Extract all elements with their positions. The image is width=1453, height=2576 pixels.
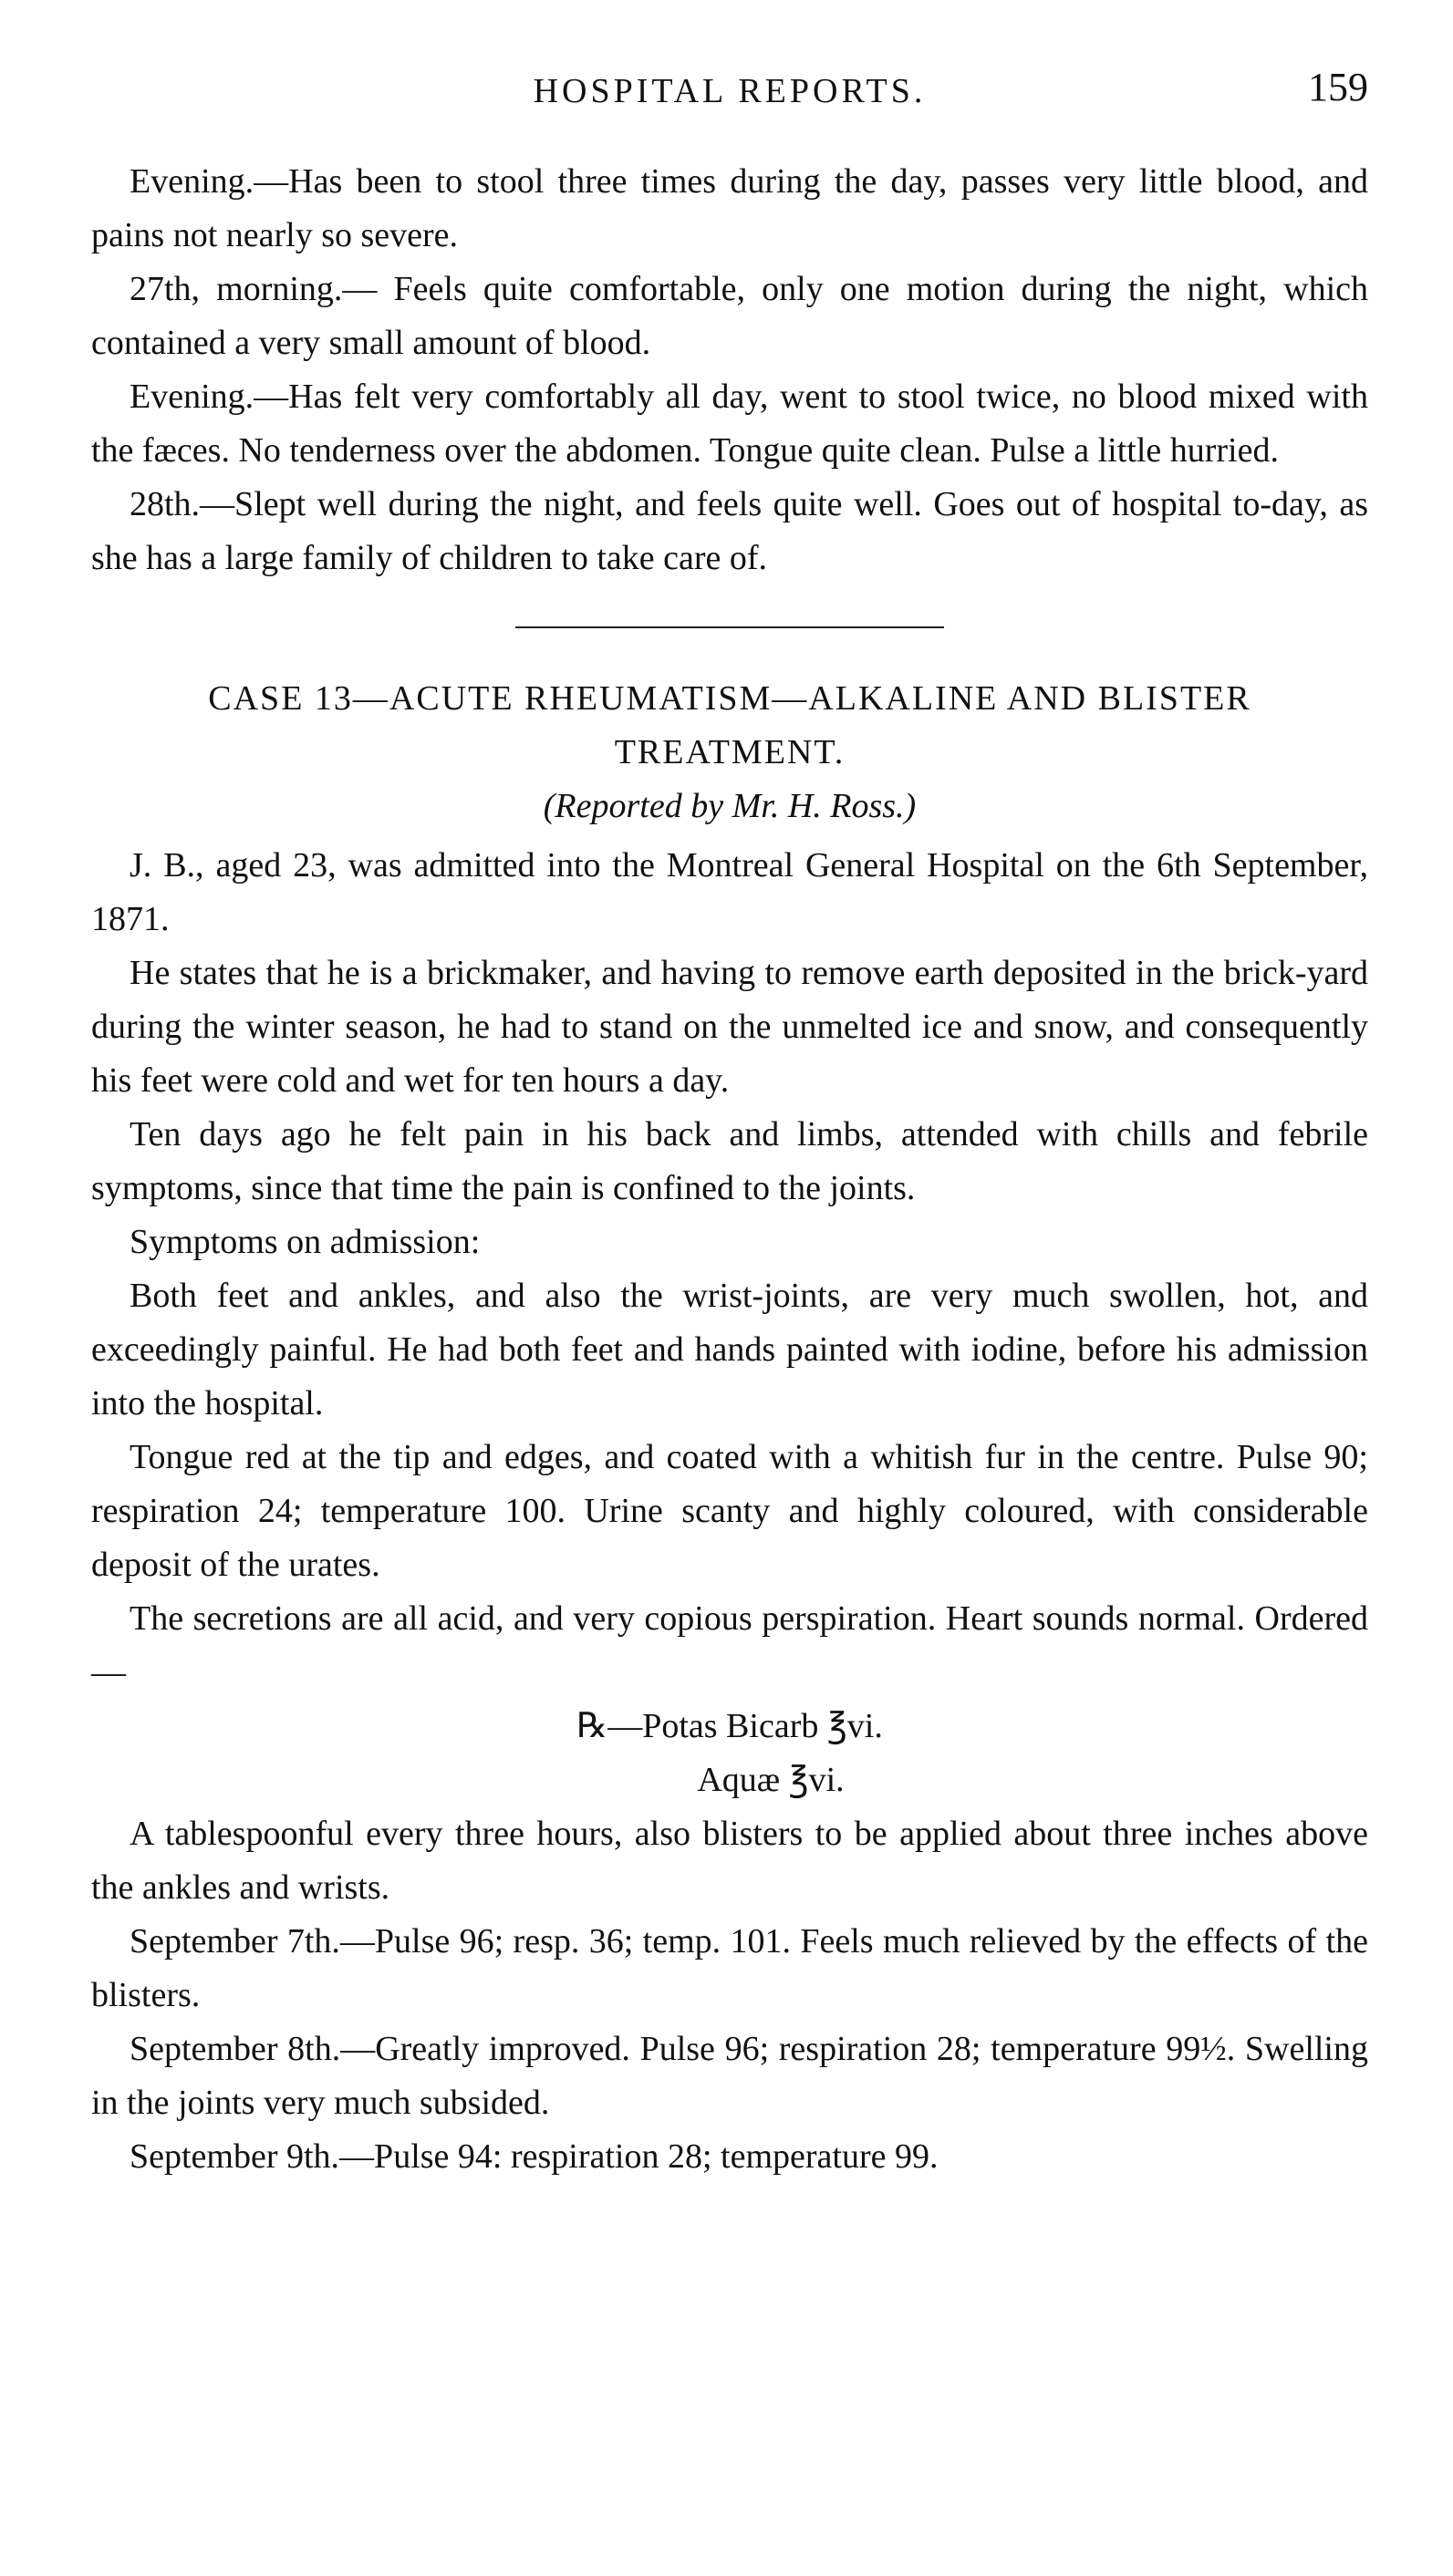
prescription-line: ℞—Potas Bicarb ℥vi.: [576, 1707, 883, 1745]
paragraph: September 9th.—Pulse 94: respiration 28; temperature 99.: [130, 2137, 939, 2176]
case-title: CASE 13—ACUTE RHEUMATISM—ALKALINE AND BLISTER TREATMENT.: [208, 679, 1251, 771]
paragraph: September 7th.—Pulse 96; resp. 36; temp. 101. Feels much relieved by the effects of the blisters.: [91, 1922, 1368, 2014]
running-head: [91, 64, 1368, 119]
document-page: [91, 0, 1368, 2576]
running-title: HOSPITAL REPORTS.: [533, 72, 927, 110]
paragraph: Evening.—Has been to stool three times during the day, passes very little blood, and pains not nearly so severe.: [91, 162, 1368, 254]
paragraph: Tongue red at the tip and edges, and coated with a whitish fur in the centre. Pulse 90; respiration 24; temperature 100. Urine scanty and highly coloured, with considerable deposit of the urates.: [91, 1438, 1368, 1584]
paragraph: Symptoms on admission:: [130, 1223, 481, 1261]
body-text: [91, 155, 1368, 2184]
paragraph: The secretions are all acid, and very copious perspiration. Heart sounds normal. Ordered—: [91, 1599, 1368, 1691]
paragraph: September 8th.—Greatly improved. Pulse 96; respiration 28; temperature 99½. Swelling in the joints very much subsided.: [91, 2030, 1368, 2122]
paragraph: J. B., aged 23, was admitted into the Montreal General Hospital on the 6th September, 1871.: [91, 846, 1368, 938]
paragraph: 28th.—Slept well during the night, and feels quite well. Goes out of hospital to-day, as she has a large family of children to take care of.: [91, 485, 1368, 577]
paragraph: Evening.—Has felt very comfortably all day, went to stool twice, no blood mixed with the fæces. No tenderness over the abdomen. Tongue quite clean. Pulse a little hurried.: [91, 378, 1368, 470]
paragraph: Both feet and ankles, and also the wrist-joints, are very much swollen, hot, and exceedingly painful. He had both feet and hands painted with iodine, before his admission into the hospital.: [91, 1277, 1368, 1422]
paragraph: Ten days ago he felt pain in his back and limbs, attended with chills and febrile symptoms, since that time the pain is confined to the joints.: [91, 1115, 1368, 1207]
paragraph: A tablespoonful every three hours, also blisters to be applied about three inches above the ankles and wrists.: [91, 1815, 1368, 1907]
prescription-line: Aquæ ℥vi.: [697, 1761, 845, 1799]
paragraph: 27th, morning.— Feels quite comfortable, only one motion during the night, which contained a very small amount of blood.: [91, 270, 1368, 362]
section-divider: [515, 626, 944, 628]
paragraph: He states that he is a brickmaker, and having to remove earth deposited in the brick-yard during the winter season, he had to stand on the unmelted ice and snow, and consequently his feet were cold and wet for ten hours a day.: [91, 954, 1368, 1100]
page-number: 159: [1308, 65, 1368, 109]
case-reporter: (Reported by Mr. H. Ross.): [543, 787, 917, 825]
